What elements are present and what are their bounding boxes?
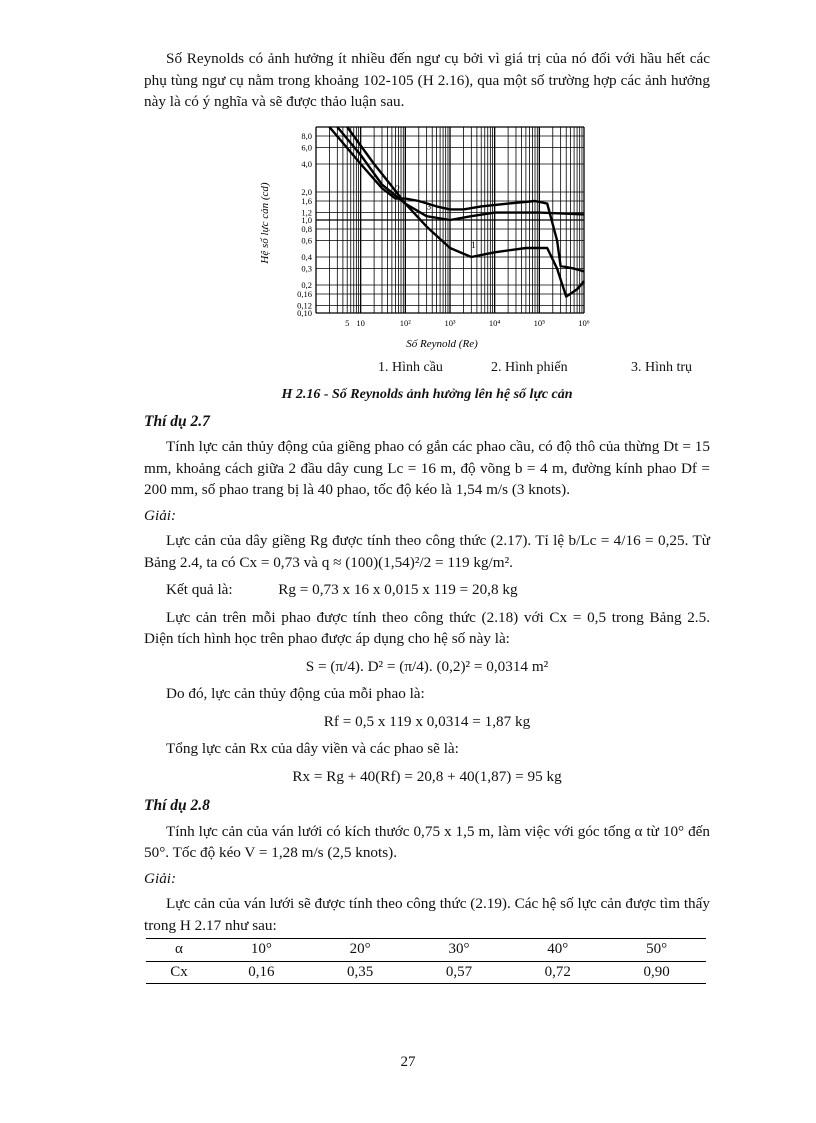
y-tick-labels <box>297 131 313 318</box>
y-tick-label: 0,8 <box>301 223 312 234</box>
chart-curves <box>329 127 584 297</box>
example-2-7-step-1: Lực cản của dây giềng Rg được tính theo công thức (2.17). Tỉ lệ b/Lc = 4/16 = 0,25. Từ Bảng 2.4, ta có Cx = 0,73 và q ≈ (100)(1,54)²/2 = 119 kg/m². <box>144 532 710 571</box>
y-tick-label: 0,2 <box>301 279 312 290</box>
example-2-7-solution-label: Giải: <box>144 506 177 524</box>
chart-svg <box>254 123 594 353</box>
example-2-7-problem: Tính lực cản thủy động của giềng phao có gắn các phao cầu, có độ thô của thừng Dt = 15 mm, khoảng cách giữa 2 đầu dây cung Lc = 16 m, độ võng b = 4 m, đường kính phao Df = 200 mm, số phao trang bị là 40 phao, tốc độ kéo là 1,54 m/s (3 knots). <box>144 438 710 498</box>
x-tick-labels <box>345 318 590 328</box>
area-equation: S = (π/4). D² = (π/4). (0,2)² = 0,0314 m² <box>305 657 549 675</box>
example-2-8-heading: Thí dụ 2.8 <box>144 797 210 814</box>
table-cell: 10° <box>212 939 311 962</box>
legend-item-2: 2. Hình phiến <box>491 359 568 375</box>
y-tick-label: 6,0 <box>301 142 312 153</box>
legend-item-3: 3. Hình trụ <box>631 359 693 375</box>
y-tick-label: 0,3 <box>301 263 312 274</box>
float-drag-equation: Rf = 0,5 x 119 x 0,0314 = 1,87 kg <box>323 712 531 730</box>
y-tick-label: 1,2 <box>301 207 312 218</box>
table-cell: 0,72 <box>508 961 607 984</box>
reynolds-chart <box>144 123 710 355</box>
table-row <box>146 961 706 984</box>
table-cell: 0,57 <box>410 961 509 984</box>
page-number: 27 <box>400 1054 416 1070</box>
table-cell: 40° <box>508 939 607 962</box>
y-tick-label: 0,16 <box>297 288 312 299</box>
y-tick-label: 0,12 <box>297 300 312 311</box>
x-axis-label: Số Reynold (Re) <box>406 337 478 350</box>
example-2-7-step-3: Lực cản trên mỗi phao được tính theo công thức (2.18) với Cx = 0,5 trong Bảng 2.5. Diện tích hình học trên phao được áp dụng cho hệ số này là: <box>144 608 710 647</box>
table-cell: 30° <box>410 939 509 962</box>
result-equation: Rg = 0,73 x 16 x 0,015 x 119 = 20,8 kg <box>278 581 518 598</box>
intro-paragraph: Số Reynolds có ảnh hưởng ít nhiều đến ngư cụ bởi vì giá trị của nó đối với hầu hết các phụ tùng ngư cụ nằm trong khoảng 102-105 (H 2.16), qua một số trường hợp các ảnh hưởng này là có ý nghĩa và sẽ được thảo luận sau. <box>144 50 710 110</box>
example-2-8-problem: Tính lực cản của ván lưới có kích thước 0,75 x 1,5 m, làm việc với góc tống α từ 10° đến 50°. Tốc độ kéo V = 1,28 m/s (2,5 knots). <box>144 822 710 861</box>
table-cell: 0,16 <box>212 961 311 984</box>
x-tick-label: 10⁴ <box>488 317 501 328</box>
x-tick-label: 5 <box>345 317 350 328</box>
y-tick-label: 0,4 <box>301 251 312 262</box>
figure-caption: H 2.16 - Số Reynolds ảnh hưởng lên hệ số lực cản <box>281 387 573 402</box>
drag-coefficient-table <box>146 938 706 984</box>
curve-label-3: 3 <box>426 200 432 211</box>
example-2-7-heading: Thí dụ 2.7 <box>144 412 210 430</box>
x-tick-label: 10 <box>356 317 365 328</box>
total-drag-equation: Rx = Rg + 40(Rf) = 20,8 + 40(1,87) = 95 kg <box>292 767 562 785</box>
curve-label-2: 2 <box>395 183 400 194</box>
table-cell: 0,90 <box>607 961 706 984</box>
y-tick-label: 0,10 <box>297 307 312 318</box>
example-2-8-solution-label: Giải: <box>144 869 177 887</box>
y-tick-label: 1,0 <box>301 214 312 225</box>
y-axis-label: Hệ số lực cản (cd) <box>259 181 271 264</box>
example-2-8-step-1: Lực cản của ván lưới sẽ được tính theo công thức (2.19). Các hệ số lực cản được tìm thấy trong H 2.17 như sau: <box>144 895 710 934</box>
chart-legend <box>378 357 710 379</box>
table-cell: 0,35 <box>311 961 410 984</box>
table-cell: 20° <box>311 939 410 962</box>
curve-label-1: 1 <box>471 239 476 250</box>
y-tick-label: 2,0 <box>301 186 312 197</box>
y-tick-label: 8,0 <box>301 130 312 141</box>
x-tick-label: 10⁶ <box>578 317 590 328</box>
y-tick-label: 4,0 <box>301 158 312 169</box>
y-tick-label: 0,6 <box>301 235 312 246</box>
x-tick-label: 10² <box>399 317 411 328</box>
table-cell: α <box>146 939 212 962</box>
example-2-7-step-5: Tổng lực cản Rx của dây viền và các phao sẽ là: <box>166 740 459 757</box>
table-cell: 50° <box>607 939 706 962</box>
example-2-7-step-4: Do đó, lực cản thủy động của mỗi phao là: <box>166 685 425 702</box>
legend-item-1: 1. Hình cầu <box>378 359 443 375</box>
page-body <box>144 48 710 984</box>
table-cell: Cx <box>146 961 212 984</box>
table-header-row <box>146 939 706 962</box>
y-tick-label: 1,6 <box>301 195 312 206</box>
x-tick-label: 10⁵ <box>533 317 546 328</box>
result-label: Kết quả là: <box>166 581 233 598</box>
x-tick-label: 10³ <box>444 317 456 328</box>
example-2-7-result <box>144 579 710 601</box>
